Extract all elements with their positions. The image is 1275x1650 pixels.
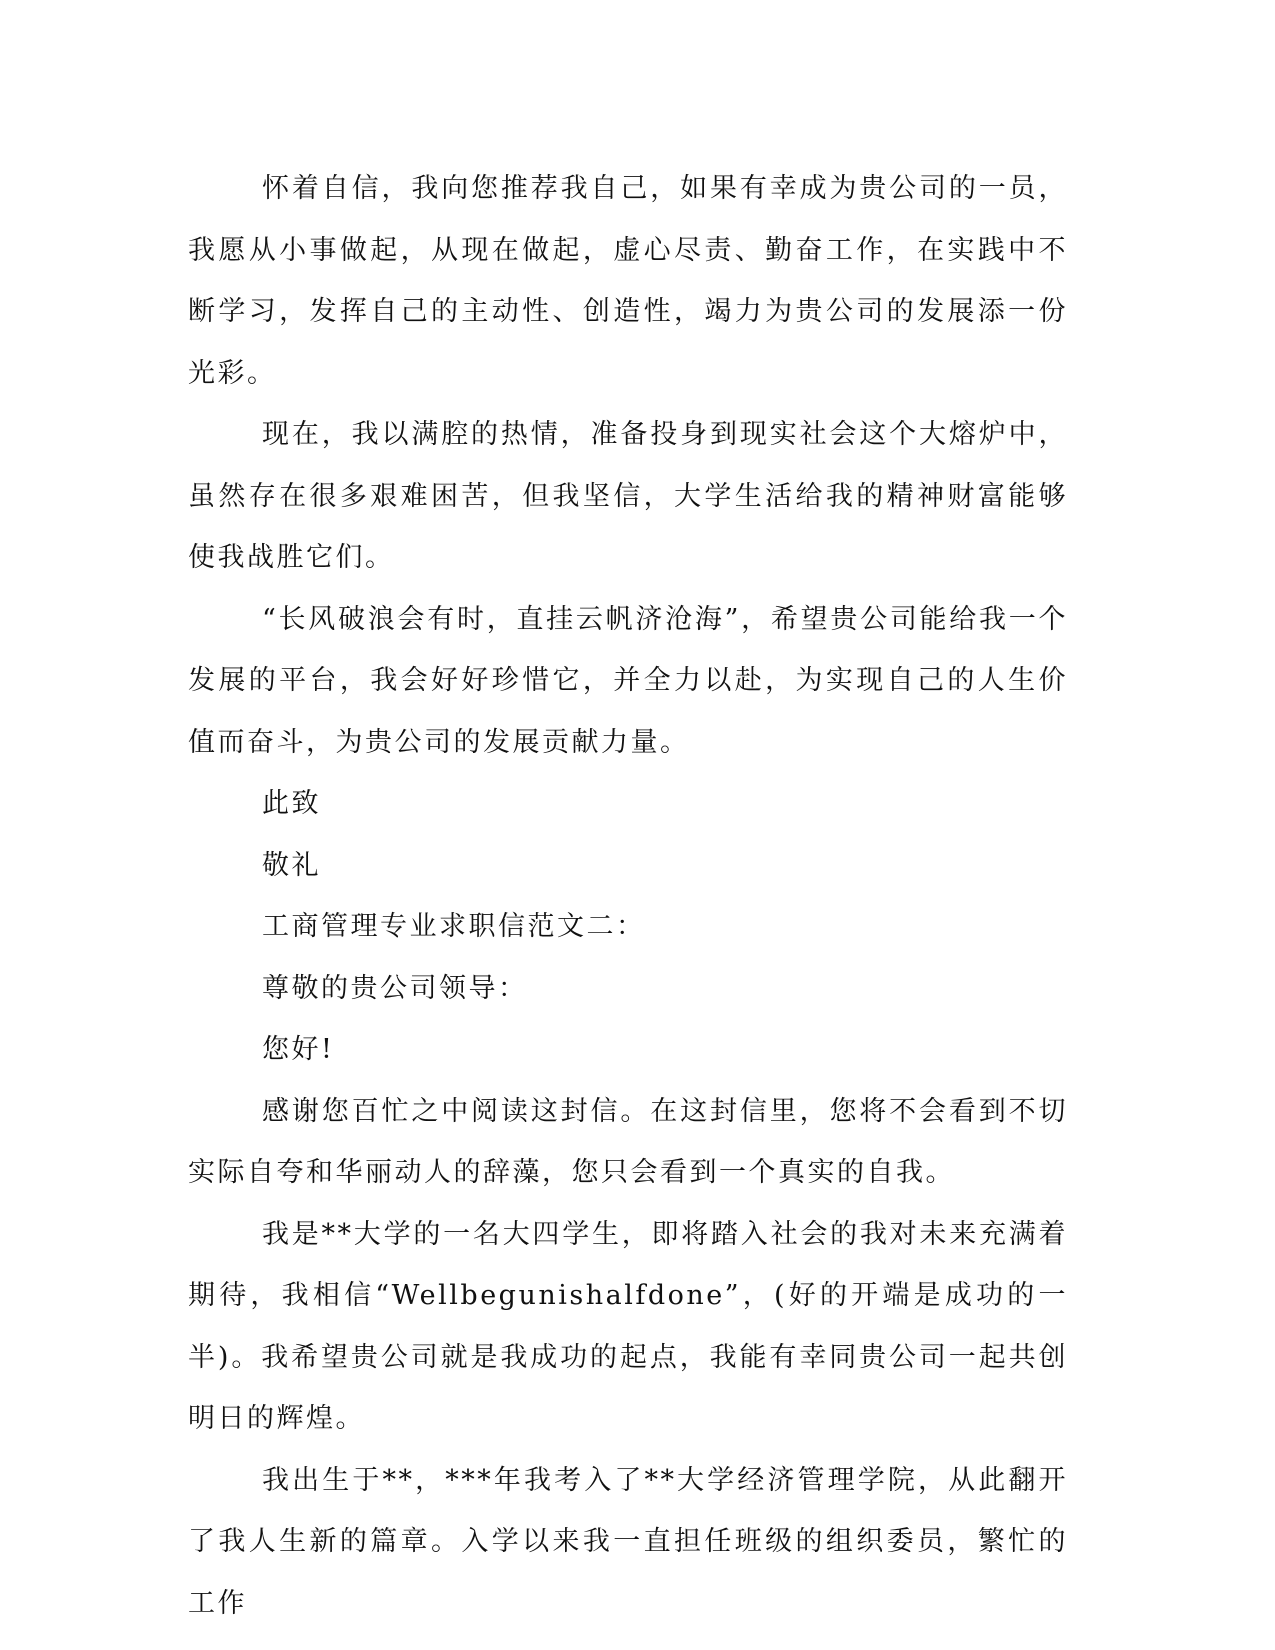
- letter-body: [188, 158, 1068, 1634]
- paragraph-self-recommendation: 怀着自信，我向您推荐我自己，如果有幸成为贵公司的一员，我愿从小事做起，从现在做起，虚心尽责、勤奋工作，在实践中不断学习，发挥自己的主动性、创造性，竭力为贵公司的发展添一份光彩。: [188, 173, 1068, 389]
- closing-jingli: 敬礼: [262, 849, 321, 881]
- greeting: 您好!: [262, 1034, 335, 1065]
- closing-cizhi: 此致: [262, 788, 321, 819]
- paragraph-quote-platform: “长风破浪会有时，直挂云帆济沧海”，希望贵公司能给我一个发展的平台，我会好好珍惜它，并全力以赴，为实现自己的人生价值而奋斗，为贵公司的发展贡献力量。: [188, 603, 1068, 758]
- paragraph-introduction: 我是**大学的一名大四学生，即将踏入社会的我对未来充满着期待，我相信“Wellbegunishalfdone”，(好的开端是成功的一半)。我希望贵公司就是我成功的起点，我能有幸同贵公司一起共创明日的辉煌。: [188, 1218, 1068, 1434]
- paragraph-background: 我出生于**，***年我考入了**大学经济管理学院，从此翻开了我人生新的篇章。入学以来我一直担任班级的组织委员，繁忙的工作: [188, 1464, 1068, 1619]
- paragraph-thanks: 感谢您百忙之中阅读这封信。在这封信里，您将不会看到不切实际自夸和华丽动人的辞藻，您只会看到一个真实的自我。: [188, 1095, 1068, 1188]
- paragraph-enthusiasm: 现在，我以满腔的热情，准备投身到现实社会这个大熔炉中，虽然存在很多艰难困苦，但我坚信，大学生活给我的精神财富能够使我战胜它们。: [188, 419, 1068, 573]
- salutation: 尊敬的贵公司领导：: [262, 972, 528, 1004]
- section-title-sample-two: 工商管理专业求职信范文二：: [262, 911, 646, 942]
